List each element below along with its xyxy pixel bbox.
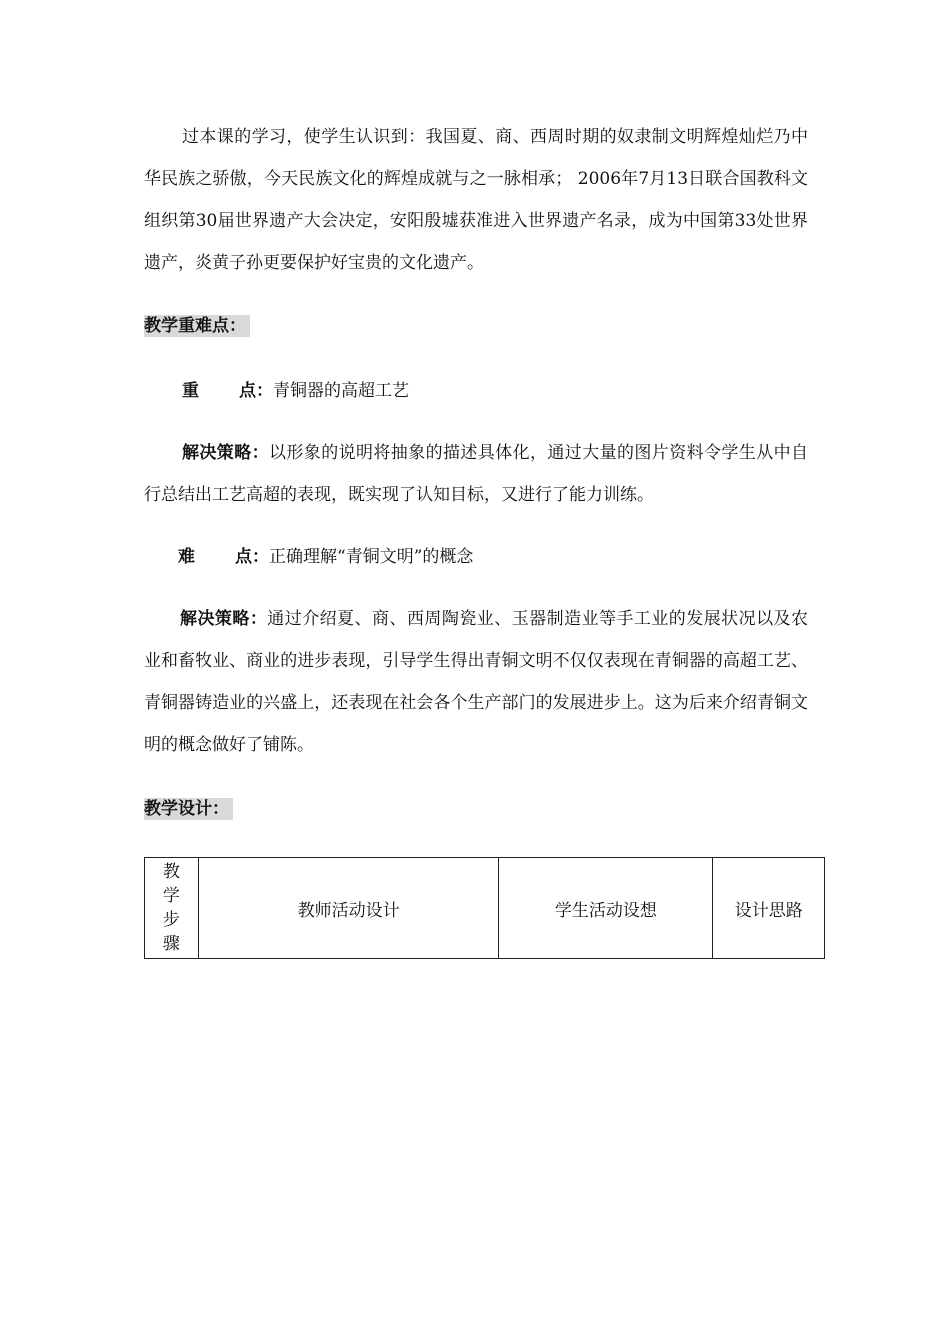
design-table	[144, 857, 825, 959]
difficult-point-label-a: 难	[178, 547, 195, 567]
strategy-1-text: 以形象的说明将抽象的描述具体化，通过大量的图片资料令学生从中自行总结出工艺高超的表现，既实现了认知目标，又进行了能力训练。	[144, 443, 808, 505]
difficult-point-text: 正确理解“青铜文明”的概念	[269, 547, 474, 567]
header-cell-student: 学生活动设想	[499, 858, 713, 959]
strategy-2-label: 解决策略：	[180, 609, 268, 629]
key-point-line	[144, 370, 808, 412]
design-table-header-row	[145, 858, 825, 959]
strategy-2-paragraph	[144, 598, 808, 766]
difficult-point-label	[178, 547, 269, 567]
strategy-1-paragraph	[144, 432, 808, 516]
key-point-label-b: 点：	[239, 381, 273, 401]
heading-design: 教学设计：	[144, 798, 233, 820]
header-cell-steps	[145, 858, 199, 959]
key-point-label	[182, 381, 273, 401]
intro-paragraph: 过本课的学习，使学生认识到：我国夏、商、西周时期的奴隶制文明辉煌灿烂乃中华民族之骄傲，今天民族文化的辉煌成就与之一脉相承； 2006年7月13日联合国教科文组织第30届世界遗产大会决定，安阳殷墟获准进入世界遗产名录，成为中国第33处世界遗产，炎黄子孙更要保护好宝贵的文化遗产。	[144, 127, 808, 273]
strategy-1-label: 解决策略：	[182, 443, 269, 463]
header-steps-text: 教学步骤	[162, 862, 180, 954]
strategy-2-text: 通过介绍夏、商、西周陶瓷业、玉器制造业等手工业的发展状况以及农业和畜牧业、商业的进步表现，引导学生得出青铜文明不仅仅表现在青铜器的高超工艺、青铜器铸造业的兴盛上，还表现在社会各个生产部门的发展进步上。这为后来介绍青铜文明的概念做好了铺陈。	[144, 609, 809, 755]
heading-key-points: 教学重难点：	[144, 315, 250, 337]
key-point-text: 青铜器的高超工艺	[273, 381, 409, 401]
difficult-point-label-b: 点：	[235, 547, 269, 567]
header-cell-teacher: 教师活动设计	[198, 858, 499, 959]
header-cell-idea: 设计思路	[713, 858, 825, 959]
key-point-label-a: 重	[182, 381, 199, 401]
difficult-point-line	[144, 536, 808, 578]
